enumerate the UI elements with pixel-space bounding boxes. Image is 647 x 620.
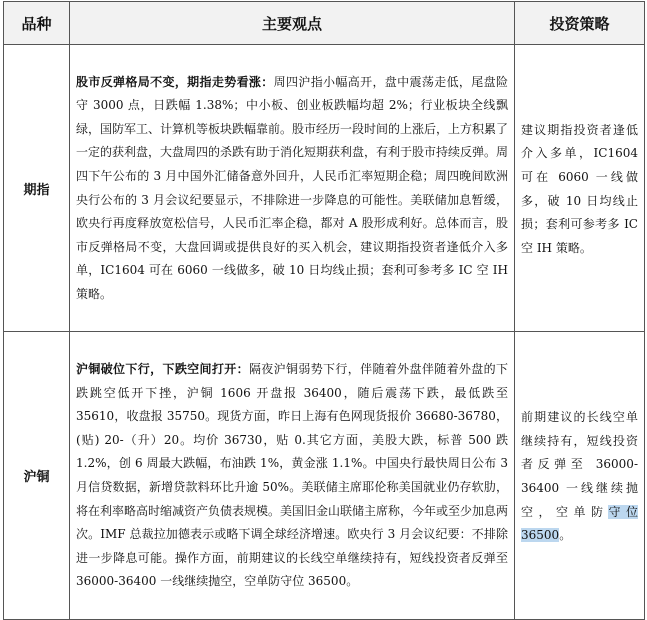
header-strategy: 投资策略 xyxy=(515,2,645,45)
header-row xyxy=(4,2,645,45)
variety-cell: 沪铜 xyxy=(4,332,70,620)
strategy-table xyxy=(3,1,645,620)
strategy-text: 前期建议的长线空单继续持有，短线投资者反弹至 36000-36400 一线继续抛空，空单防 xyxy=(521,410,638,519)
strategy-cell: 建议期指投资者逢低介入多单，IC1604 可在 6060 一线做多，破 10 日均线止损；套利可参考多 IC 空 IH 策略。 xyxy=(515,45,645,332)
selected-text-highlight[interactable]: 守位 36500 xyxy=(521,504,638,543)
view-cell xyxy=(70,332,515,620)
view-lead: 沪铜破位下行，下跌空间打开： xyxy=(76,362,249,377)
view-cell xyxy=(70,45,515,332)
view-text: 周四沪指小幅高开，盘中震荡走低，尾盘险守 3000 点，日跌幅 1.38%；中小板、创业板跌幅均超 2%；行业板块全线飘绿，国防军工、计算机等板块跌幅靠前。股市经历一段时间的上涨后，上方积累了一定的获利盘，大盘周四的杀跌有助于消化短期获利盘，有利于股市持续反弹。周四下午公布的 3 月中国外汇储备意外回升，人民币汇率短期企稳；周四晚间欧洲央行公布的 3 月会议纪要显示，不排除进一步降息的可能性。美联储加息暂缓，欧央行再度释放宽松信号，人民币汇率企稳，都对 A 股形成利好。总体而言，股市反弹格局不变，大盘回调或提供良好的买入机会，建议期指投资者逢低介入多单，IC1604 可在 6060 一线做多，破 10 日均线止损；套利可参考多 IC 空 IH 策略。 xyxy=(76,74,509,301)
view-text: 隔夜沪铜弱势下行，伴随着外盘伴随着外盘的下跌跳空低开下挫，沪铜 1606 开盘报 36400，随后震荡下跌，最低跌至 35610，收盘报 35750。现货方面，昨日上海有色网现货报价 36680-36780，(贴) 20-（升）20。均价 36730，贴 0.其它方面，美股大跌，标普 500 跌 1.2%，创 6 周最大跌幅，布油跌 1%，黄金涨 1.1%。中国央行最快周日公布 3 月信贷数据，新增贷款料环比升逾 50%。美联储主席耶伦称美国就业仍存软肋，将在利率略高时缩减资产负债表规模。美国旧金山联储主席称，今年或至少加息两次。IMF 总裁拉加德表示或略下调全球经济增速。欧央行 3 月会议纪要：不排除进一步降息可能。操作方面，前期建议的长线空单继续持有，短线投资者反弹至 36000-36400 一线继续抛空，空单防守位 36500。 xyxy=(76,362,509,589)
variety-cell: 期指 xyxy=(4,45,70,332)
header-variety: 品种 xyxy=(4,2,70,45)
table-row xyxy=(4,332,645,620)
strategy-cell xyxy=(515,332,645,620)
view-lead: 股市反弹格局不变，期指走势看涨： xyxy=(76,74,274,89)
table-row xyxy=(4,45,645,332)
header-view: 主要观点 xyxy=(70,2,515,45)
strategy-text-end: 。 xyxy=(559,528,572,543)
